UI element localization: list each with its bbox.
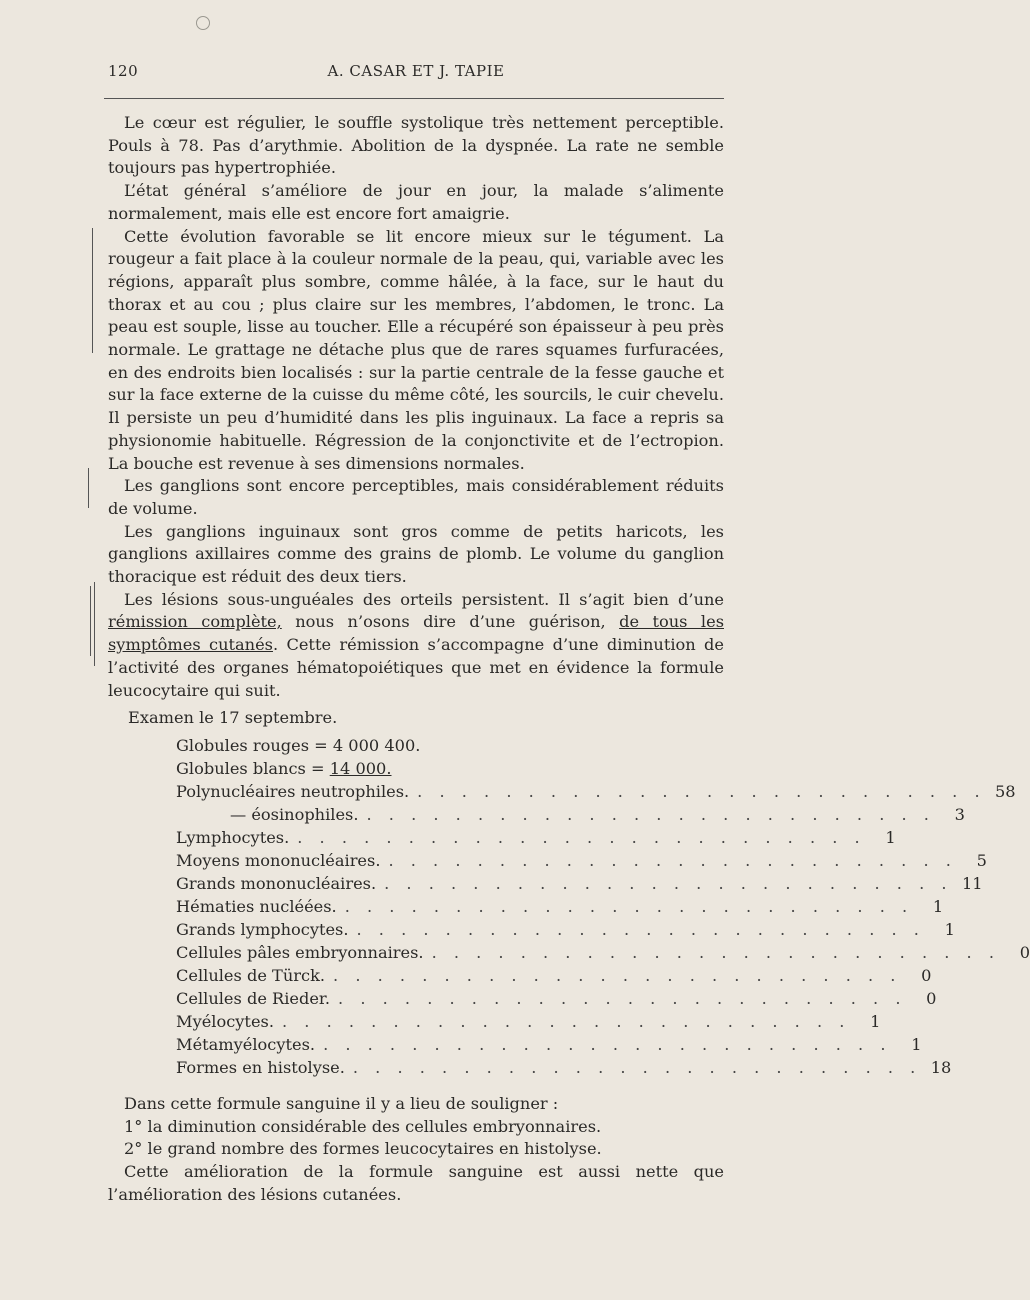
- cell-count-value: 11: [961, 874, 983, 893]
- formula-row: [176, 920, 955, 943]
- cell-type-name: Cellules de Türck.: [176, 966, 326, 985]
- running-title: A. CASAR ET J. TAPIE: [327, 62, 505, 80]
- margin-mark: [92, 228, 93, 353]
- formula-row: [176, 989, 937, 1012]
- paragraph: Cette amélioration de la formule sanguine est aussi nette que l’amélioration des lésions cutanées.: [108, 1162, 724, 1204]
- text-span: . Cette rémission s’accompagne d’une diminution de l’activité des organes hématopoiétiques que met en évidence la formule leucocytaire qui suit.: [108, 635, 724, 700]
- cell-count-value: 0: [921, 966, 932, 985]
- circle-mark-icon: [196, 16, 210, 30]
- margin-mark: [94, 582, 95, 666]
- leucocyte-formula-table: [176, 782, 1030, 1081]
- paragraph: Cette évolution favorable se lit encore mieux sur le tégument. La rougeur a fait place à la couleur normale de la peau, qui, variable avec les régions, apparaît plus sombre, comme hâlée, à la face, sur le haut du thorax et au cou ; plus claire sur les membres, l’abdomen, le tronc. La peau est souple, lisse au toucher. Elle a récupéré son épaisseur à peu près normale. Le grattage ne détache plus que de rares squames furfuracées, en des endroits bien localisés : sur la partie centrale de la fesse gauche et sur la face externe de la cuisse du même côté, les sourcils, le cuir chevelu. Il persiste un peu d’humidité dans les plis inguinaux. La face a repris sa physionomie habituelle. Régression de la conjonctivite et de l’ectropion. La bouche est revenue à ses dimensions normales.: [108, 226, 724, 473]
- cell-type-name: Moyens mononucléaires.: [176, 851, 381, 870]
- paragraph: [108, 589, 724, 703]
- cell-type-name: Grands mononucléaires.: [176, 874, 377, 893]
- paragraph: 1° la diminution considérable des cellules embryonnaires.: [124, 1116, 602, 1136]
- cell-count-value: 0: [926, 989, 937, 1008]
- cell-count-value: 5: [976, 851, 987, 870]
- leader-dots: . . . . . . . . . . . . . . . . . . . . . . . . . .: [431, 943, 1000, 962]
- header-rule: [104, 98, 724, 99]
- leader-dots: . . . . . . . . . . . . . . . . . . . . . . . . . .: [338, 989, 907, 1008]
- text-span: nous n’osons dire d’une guérison,: [281, 612, 620, 632]
- formula-row: [176, 1035, 922, 1058]
- margin-mark: [88, 468, 89, 508]
- text-span: Les lésions sous-unguéales des orteils persistent. Il s’agit bien d’une: [124, 589, 724, 609]
- cell-count-value: 0: [1019, 943, 1030, 962]
- cell-type-name: Polynucléaires neutrophiles.: [176, 782, 410, 801]
- globules-blancs-label: Globules blancs =: [176, 759, 330, 778]
- cell-type-name: Hématies nucléées.: [176, 897, 337, 916]
- formula-row: [176, 897, 944, 920]
- cell-type-name: Métamyélocytes.: [176, 1035, 316, 1054]
- leader-dots: . . . . . . . . . . . . . . . . . . . . . . . . . .: [417, 782, 986, 801]
- formula-row: [176, 782, 1016, 805]
- formula-row: [176, 874, 983, 897]
- leader-dots: . . . . . . . . . . . . . . . . . . . . . . . . . .: [344, 897, 914, 916]
- formula-row: [176, 851, 987, 874]
- leader-dots: . . . . . . . . . . . . . . . . . . . . . . . . . .: [384, 874, 953, 893]
- formula-row: [176, 1058, 952, 1081]
- margin-mark: [90, 586, 91, 656]
- cell-count-value: 1: [885, 828, 896, 847]
- paragraph: Le cœur est régulier, le souffle systolique très nettement perceptible. Pouls à 78. Pas d’arythmie. Abolition de la dyspnée. La rate ne semble toujours pas hypertrophiée.: [108, 113, 724, 178]
- cell-count-value: 1: [911, 1035, 922, 1054]
- cell-type-name: Myélocytes.: [176, 1012, 274, 1031]
- leader-dots: . . . . . . . . . . . . . . . . . . . . . . . . . .: [297, 828, 866, 847]
- underlined-text: rémission complète,: [108, 612, 282, 632]
- cell-type-name: Grands lymphocytes.: [176, 920, 349, 939]
- cell-count-value: 18: [930, 1058, 952, 1077]
- paragraph: Les ganglions inguinaux sont gros comme de petits haricots, les ganglions axillaires comme des grains de plomb. Le volume du ganglion thoracique est réduit des deux tiers.: [108, 521, 724, 587]
- cell-type-name: Lymphocytes.: [176, 828, 290, 847]
- cell-type-name: Cellules pâles embryonnaires.: [176, 943, 424, 962]
- formula-row: [176, 966, 932, 989]
- page-number: 120: [108, 62, 139, 80]
- leader-dots: . . . . . . . . . . . . . . . . . . . . . . . . . .: [352, 1058, 922, 1077]
- leader-dots: . . . . . . . . . . . . . . . . . . . . . . . . . .: [333, 966, 902, 985]
- cell-count-value: 1: [944, 920, 955, 939]
- cell-count-value: 58: [995, 782, 1016, 801]
- formula-row: [176, 828, 896, 851]
- underlined-text: de tous les symptômes cutanés: [108, 612, 724, 655]
- cell-type-name: — éosinophiles.: [230, 805, 359, 824]
- exam-heading: Examen le 17 septembre.: [128, 708, 338, 727]
- globules-blancs-value: 14 000.: [329, 759, 392, 778]
- leader-dots: . . . . . . . . . . . . . . . . . . . . . . . . . .: [281, 1012, 851, 1031]
- paragraph: Les ganglions sont encore perceptibles, mais considérablement réduits de volume.: [108, 476, 724, 518]
- paragraph: 2° le grand nombre des formes leucocytaires en histolyse.: [124, 1139, 602, 1159]
- running-header: [108, 62, 724, 86]
- cell-count-value: 1: [870, 1012, 881, 1031]
- formula-row: [176, 1012, 881, 1035]
- leader-dots: . . . . . . . . . . . . . . . . . . . . . . . . . .: [366, 805, 935, 824]
- cell-count-value: 1: [932, 897, 944, 916]
- globules-blancs: [176, 759, 392, 778]
- body-text: [108, 112, 724, 702]
- leader-dots: . . . . . . . . . . . . . . . . . . . . . . . . . .: [323, 1035, 892, 1054]
- globules-rouges: Globules rouges = 4 000 400.: [176, 736, 421, 755]
- formula-row: [176, 943, 1030, 966]
- paragraph: L’état général s’améliore de jour en jour, la malade s’alimente normalement, mais elle est encore fort amaigrie.: [108, 181, 724, 223]
- leader-dots: . . . . . . . . . . . . . . . . . . . . . . . . . .: [388, 851, 957, 870]
- conclusion-text: [108, 1093, 724, 1207]
- cell-type-name: Formes en histolyse.: [176, 1058, 345, 1077]
- cell-type-name: Cellules de Rieder.: [176, 989, 331, 1008]
- formula-row: [176, 805, 965, 828]
- leader-dots: . . . . . . . . . . . . . . . . . . . . . . . . . .: [356, 920, 925, 939]
- paragraph: Dans cette formule sanguine il y a lieu de souligner :: [124, 1094, 559, 1113]
- cell-count-value: 3: [954, 805, 965, 824]
